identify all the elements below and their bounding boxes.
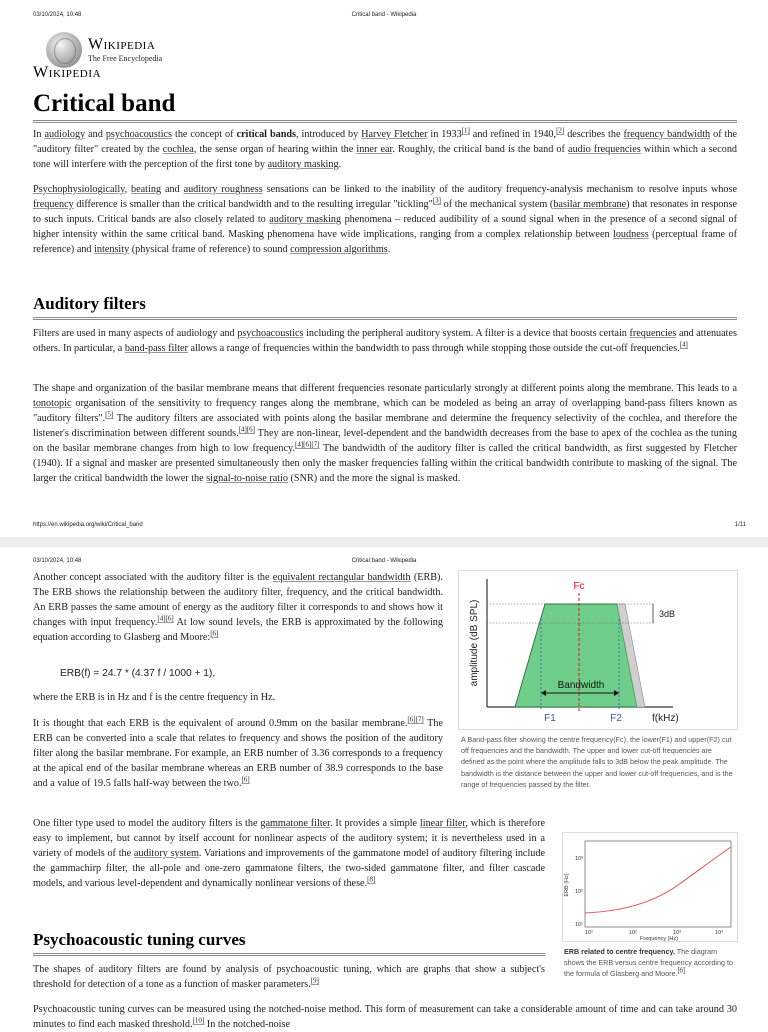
fig2-ytick-1: 10³	[575, 856, 583, 862]
link-loudness[interactable]: loudness	[613, 229, 649, 240]
section-heading-auditory-filters: Auditory filters	[33, 294, 146, 313]
link-frequency[interactable]: frequency	[33, 199, 74, 210]
footer-url: https://en.wikipedia.org/wiki/Critical_band	[33, 522, 143, 528]
ref-4-6-7[interactable]: [4][6][7]	[295, 440, 320, 449]
fig2-xtick-2: 10²	[629, 930, 637, 936]
link-frequencies[interactable]: frequencies	[629, 328, 677, 339]
section-rule-2	[33, 953, 545, 956]
label-f2: F2	[610, 713, 622, 724]
link-tonotopic[interactable]: tonotopic	[33, 398, 72, 409]
link-inner-ear[interactable]: inner ear	[356, 144, 393, 155]
link-audiology[interactable]: audiology	[44, 129, 86, 140]
gammatone-paragraph: One filter type used to model the auditory filters is the gammatone filter. It provides a simple linear filter, which is therefore easy to implement, but cannot by itself account for nonlinear aspects of the auditory system; it is nevertheless used in a variety of models of the auditory system. Variations and improvements of the gammatone model of auditory filtering include the gammachirp filter, the all-pole and one-zero gammatone filters, the two-sided gammatone filter, and filter cascade models, and various level-dependent and dynamically nonlinear versions of these.[8]	[33, 818, 545, 889]
ref-4[interactable]: [4]	[679, 340, 688, 349]
intro-paragraph: In audiology and psychoacoustics the concept of critical bands, introduced by Harvey Fletcher in 1933[1] and refined in 1940,[2] describes the frequency bandwidth of the "auditory filter" created by the cochlea, the sense organ of hearing within the inner ear. Roughly, the critical band is the band of audio frequencies within which a second tone will interfere with the perception of the first tone by auditory masking.	[33, 126, 738, 170]
erb-paragraph: Another concept associated with the auditory filter is the equivalent rectangular bandwidth (ERB). The ERB shows the relationship between the auditory filter, frequency, and the critical bandwidth. An ERB passes the same amount of energy as the auditory filter it corresponds to and shows how it changes with input frequency.[4][6] At low sound levels, the ERB is approximated by the following equation according to Glasberg and Moore:[6]	[33, 572, 443, 643]
footer-page-number: 1/11	[734, 522, 746, 528]
label-3db: 3dB	[659, 609, 676, 619]
ref-9[interactable]: [9]	[310, 976, 319, 985]
fig2-ytick-3: 10¹	[575, 922, 583, 928]
wikipedia-globe-icon	[46, 32, 82, 68]
print-timestamp: 03/10/2024, 10:48	[33, 12, 82, 18]
ref-3[interactable]: [3]	[432, 196, 441, 205]
label-y-axis: amplitude (dB SPL)	[469, 599, 480, 687]
ref-10[interactable]: [10]	[192, 1016, 205, 1025]
ref-4-6-b[interactable]: [4][6]	[157, 614, 174, 623]
page-break	[0, 537, 768, 547]
link-audio-frequencies[interactable]: audio frequencies	[568, 144, 641, 155]
section-heading-tuning-curves: Psychoacoustic tuning curves	[33, 930, 246, 949]
ref-8[interactable]: [8]	[367, 875, 376, 884]
ref-6-7[interactable]: [6][7]	[407, 715, 424, 724]
ref-6[interactable]: [6]	[210, 629, 219, 638]
paragraph-2: Psychophysiologically, beating and auditory roughness sensations can be linked to the inability of the auditory frequency-analysis mechanism to resolve inputs whose frequency difference is smaller than the critical bandwidth and to the resulting irregular "tickling"[3] of the mechanical system (basilar membrane) that resonates in response to such inputs. Critical bands are also closely related to auditory masking phenomena – reduced audibility of a sound signal when in the presence of a second signal of higher intensity within the same critical band. Masking phenomena have wide implications, ranging from a complex relationship between loudness (perceptual frame of reference) and intensity (physical frame of reference) to sound compression algorithms.	[33, 184, 738, 255]
label-fkhz: f(kHz)	[652, 713, 679, 724]
link-compression-algorithms[interactable]: compression algorithms	[290, 244, 388, 255]
label-fc: Fc	[573, 581, 585, 592]
auditory-filters-paragraph-2: The shape and organization of the basilar membrane means that different frequencies resonate particularly strongly at different points along the membrane. This leads to a tonotopic organisation of the sensitivity to frequency ranges along the membrane, which can be modeled as being an array of overlapping band-pass filters known as "auditory filters".[5] The auditory filters are associated with points along the basilar membrane and determine the frequency selectivity of the cochlea, and therefore the listener's discrimination between different sounds.[4][6] They are non-linear, level-dependent and the bandwidth decreases from the base to apex of the cochlea as the tuning on the basilar membrane changes from high to low frequency.[4][6][7] The bandwidth of the auditory filter is called the critical bandwidth, as first suggested by Fletcher (1940). If a signal and masker are presented simultaneously then only the masker frequencies falling within the critical bandwidth contribute to masking of the signal. The larger the critical bandwidth the lower the signal-to-noise ratio (SNR) and the more the signal is masked.	[33, 383, 737, 484]
ref-6-b[interactable]: [6]	[241, 775, 250, 784]
link-beating[interactable]: beating	[131, 184, 162, 195]
erb-paragraph-2: It is thought that each ERB is the equivalent of around 0.9mm on the basilar membrane.[6][7] The ERB can be converted into a scale that relates to frequency and shows the position of the auditory filter along the basilar membrane. For example, an ERB number of 3.36 corresponds to a frequency at the apical end of the basilar membrane whereas an ERB number of 38.9 corresponds to the base and a value of 19.5 falls half-way between the two.[6]	[33, 715, 443, 789]
fig2-xtick-1: 10¹	[585, 930, 593, 936]
print-timestamp-2: 03/10/2024, 10:48	[33, 558, 82, 564]
wikipedia-logo[interactable]	[46, 32, 162, 68]
fig2-xtick-3: 10³	[673, 930, 681, 936]
bandpass-filter-figure[interactable]	[458, 570, 738, 730]
tuning-paragraph-2: Psychoacoustic tuning curves can be measured using the notched-noise method. This form of measurement can take a considerable amount of time and can take around 30 minutes to find each masked threshold.[10] In the notched-noise	[33, 1004, 737, 1030]
link-gammatone-filter[interactable]: gammatone filter	[260, 818, 331, 829]
link-intensity[interactable]: intensity	[94, 244, 130, 255]
link-psychoacoustics-2[interactable]: psychoacoustics	[237, 328, 304, 339]
ref-6-c[interactable]: [6]	[677, 968, 686, 976]
print-header	[0, 8, 768, 22]
link-band-pass-filter[interactable]: band-pass filter	[124, 343, 188, 354]
link-basilar-membrane[interactable]: basilar membrane	[553, 199, 627, 210]
link-psychoacoustics[interactable]: psychoacoustics	[105, 129, 173, 140]
print-header-2	[0, 554, 768, 568]
link-signal-to-noise-ratio[interactable]: signal-to-noise ratio	[206, 473, 288, 484]
erb-where: where the ERB is in Hz and f is the centre frequency in Hz.	[33, 692, 276, 703]
print-page-title: Critical band - Wikipedia	[351, 12, 417, 18]
link-linear-filter[interactable]: linear filter	[419, 818, 466, 829]
fig2-xtick-4: 10⁴	[715, 930, 724, 936]
bandpass-filter-diagram	[459, 571, 739, 731]
erb-frequency-figure[interactable]	[562, 832, 738, 942]
fig2-xlabel: Frequency (Hz)	[640, 936, 678, 942]
bandpass-figure-caption: A Band-pass filter showing the centre frequency(Fc), the lower(F1) and upper(F2) cut off frequencies and the bandwidth. The upper and lower cut-off frequencies are defined as the point where the amplitude falls to 3dB below the peak amplitude. The bandwidth is the distance between the upper and lower cut-off frequencies, and is the range of frequencies passed by the filter.	[461, 735, 733, 789]
ref-5[interactable]: [5]	[105, 410, 114, 419]
section-rule	[33, 317, 737, 320]
link-cochlea[interactable]: cochlea	[162, 144, 194, 155]
link-auditory-system[interactable]: auditory system	[133, 848, 199, 859]
link-psychophysiologically[interactable]: Psychophysiologically	[33, 184, 125, 195]
erb-frequency-plot	[563, 833, 739, 943]
label-f1: F1	[544, 713, 556, 724]
erb-figure-caption: ERB related to centre frequency. The diagram shows the ERB versus centre frequency according to the formula of Glasberg and Moore.[6]	[564, 947, 733, 979]
page-title: Critical band	[33, 90, 176, 117]
wikipedia-wordmark: Wikipedia	[33, 64, 102, 81]
fig2-ytick-2: 10²	[575, 889, 583, 895]
ref-2[interactable]: [2]	[556, 126, 565, 135]
erb-equation: ERB(f) = 24.7 * (4.37 f / 1000 + 1),	[60, 668, 216, 679]
print-page-title-2: Critical band - Wikipedia	[351, 558, 417, 564]
link-equivalent-rectangular-bandwidth[interactable]: equivalent rectangular bandwidth	[272, 572, 411, 583]
ref-1[interactable]: [1]	[461, 126, 470, 135]
auditory-filters-paragraph-1: Filters are used in many aspects of audiology and psychoacoustics including the peripheral auditory system. A filter is a device that boosts certain frequencies and attenuates others. In particular, a band-pass filter allows a range of frequencies within the bandwidth to pass through while stopping those outside the cut-off frequencies.[4]	[33, 328, 737, 354]
link-auditory-masking-2[interactable]: auditory masking	[269, 214, 342, 225]
ref-4-6[interactable]: [4][6]	[238, 425, 256, 434]
label-bandwidth: Bandwidth	[557, 680, 605, 691]
title-rule	[33, 120, 737, 123]
tuning-paragraph-1: The shapes of auditory filters are found by analysis of psychoacoustic tuning, which are graphs that show a subject's threshold for detection of a tone as a function of masker parameters.[9]	[33, 964, 545, 990]
link-auditory-masking[interactable]: auditory masking	[267, 159, 339, 170]
fig2-ylabel: ERB (Hz)	[564, 873, 570, 897]
link-frequency-bandwidth[interactable]: frequency bandwidth	[623, 129, 711, 140]
link-auditory-roughness[interactable]: auditory roughness	[183, 184, 263, 195]
link-harvey-fletcher[interactable]: Harvey Fletcher	[361, 129, 428, 140]
logo-tagline: The Free Encyclopedia	[88, 54, 163, 63]
logo-name: Wikipedia	[88, 36, 156, 53]
